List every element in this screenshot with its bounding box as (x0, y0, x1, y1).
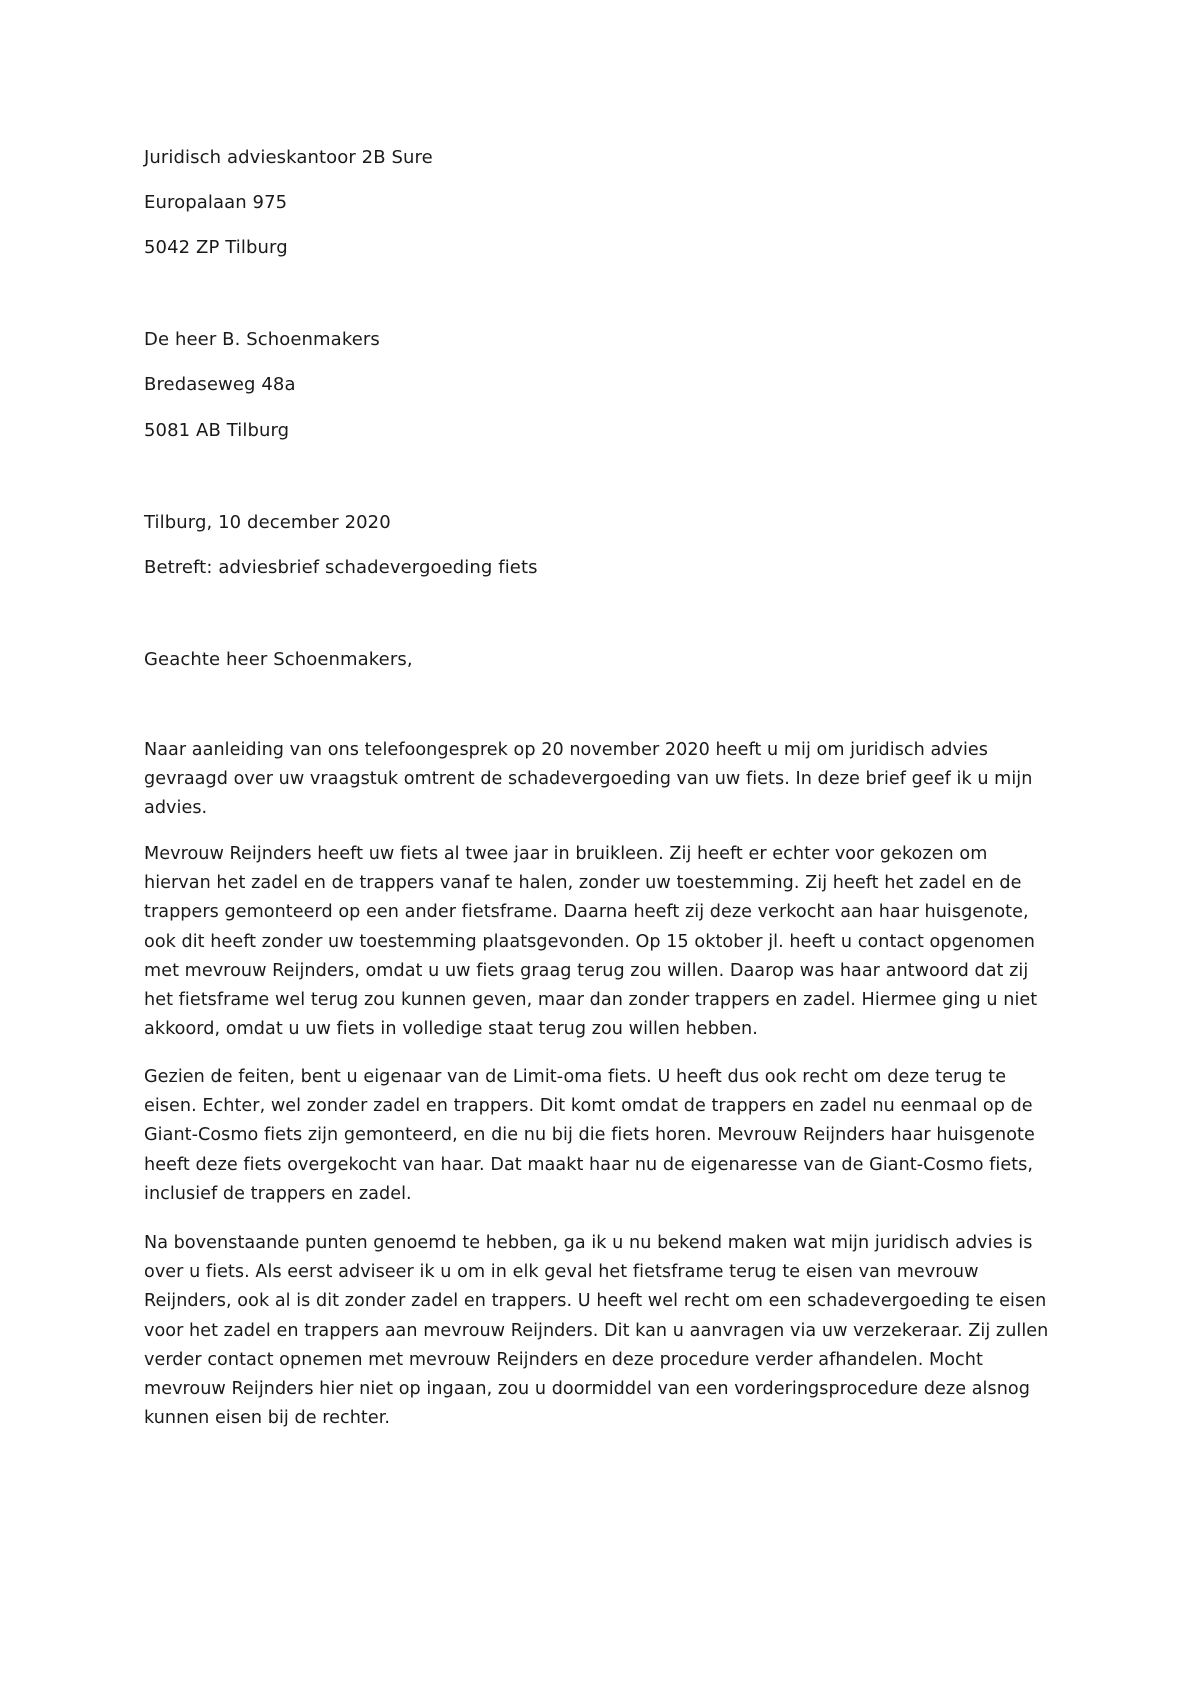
sender-street: Europalaan 975 (144, 192, 288, 213)
body-paragraph-facts: Mevrouw Reijnders heeft uw fiets al twee jaar in bruikleen. Zij heeft er echter voor gekozen om hiervan het zadel en de trappers vanaf te halen, zonder uw toestemming. Zij heeft het zadel en de trappers gemonteerd op een ander fietsframe. Daarna heeft zij deze verkocht aan haar huisgenote, ook dit heeft zonder uw toestemming plaatsgevonden. Op 15 oktober jl. heeft u contact opgenomen met mevrouw Reijnders, omdat u uw fiets graag terug zou willen. Daarop was haar antwoord dat zij het fietsframe wel terug zou kunnen geven, maar dan zonder trappers en zadel. Hiermee ging u niet akkoord, omdat u uw fiets in volledige staat terug zou willen hebben. (144, 844, 1038, 1040)
sender-name: Juridisch advieskantoor 2B Sure (144, 147, 433, 168)
body-paragraph-ownership: Gezien de feiten, bent u eigenaar van de Limit-oma fiets. U heeft dus ook recht om deze terug te eisen. Echter, wel zonder zadel en trappers. Dit komt omdat de trappers en zadel nu eenmaal op de Giant-Cosmo fiets zijn gemonteerd, en die nu bij die fiets horen. Mevrouw Reijnders haar huisgenote heeft deze fiets overgekocht van haar. Dat maakt haar nu de eigenaresse van de Giant-Cosmo fiets, inclusief de trappers en zadel. (144, 1067, 1035, 1204)
letter-page (144, 0, 1056, 1698)
body-paragraph-advice: Na bovenstaande punten genoemd te hebben, ga ik u nu bekend maken wat mijn juridisch advies is over u fiets. Als eerst adviseer ik u om in elk geval het fietsframe terug te eisen van mevrouw Reijnders, ook al is dit zonder zadel en trappers. U heeft wel recht om een schadevergoeding te eisen voor het zadel en trappers aan mevrouw Reijnders. Dit kan u aanvragen via uw verzekeraar. Zij zullen verder contact opnemen met mevrouw Reijnders en deze procedure verder afhandelen. Mocht mevrouw Reijnders hier niet op ingaan, zou u doormiddel van een vorderingsprocedure deze alsnog kunnen eisen bij de rechter. (144, 1233, 1049, 1429)
recipient-city: 5081 AB Tilburg (144, 420, 290, 441)
body-paragraph-intro: Naar aanleiding van ons telefoongesprek op 20 november 2020 heeft u mij om juridisch advies gevraagd over uw vraagstuk omtrent de schadevergoeding van uw fiets. In deze brief geef ik u mijn advies. (144, 740, 1033, 819)
sender-city: 5042 ZP Tilburg (144, 237, 288, 258)
recipient-street: Bredaseweg 48a (144, 374, 296, 395)
date-line: Tilburg, 10 december 2020 (144, 512, 391, 533)
salutation: Geachte heer Schoenmakers, (144, 649, 413, 670)
recipient-name: De heer B. Schoenmakers (144, 329, 380, 350)
subject-line: Betreft: adviesbrief schadevergoeding fiets (144, 557, 538, 578)
